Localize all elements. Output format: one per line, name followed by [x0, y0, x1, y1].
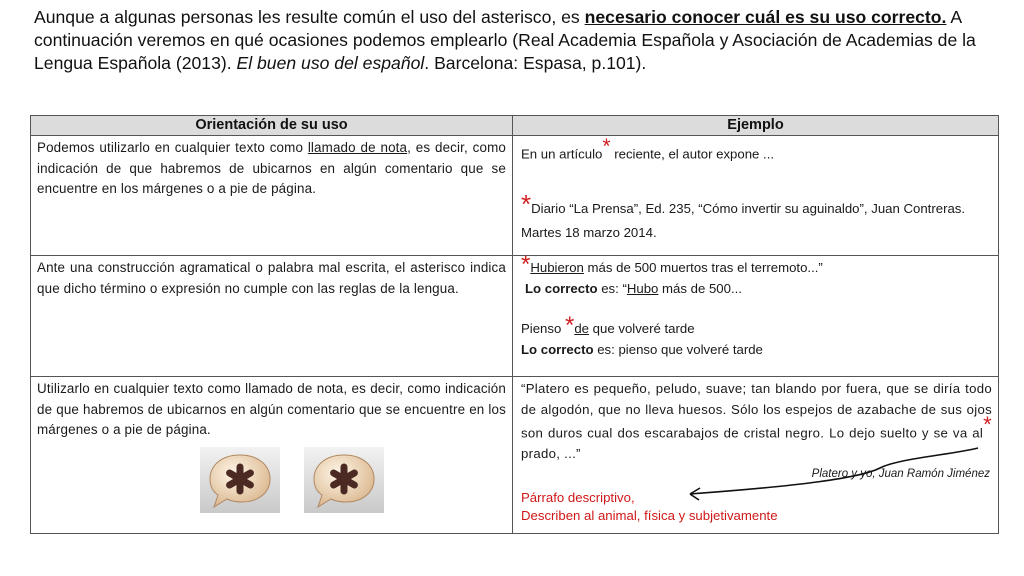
table-header-row [31, 116, 999, 136]
row1-footnote: *Diario “La Prensa”, Ed. 235, “Cómo invertir su aguinaldo”, Juan Contreras. Martes 18 marzo 2014. [521, 188, 966, 240]
table-row [31, 136, 999, 256]
asterisk-usage-table [30, 115, 999, 534]
footnote-description: Párrafo descriptivo, Describen al animal, física y subjetivamente [521, 489, 778, 523]
table-row [31, 377, 999, 534]
asterisk-icon: * [521, 251, 531, 278]
asterisk-speech-bubble-icon [200, 447, 280, 513]
row2-wrong-example-1: *Hubieron más de 500 muertos tras el terremoto...” [521, 251, 823, 278]
row2-correct-example-2: Lo correcto es: pienso que volveré tarde [521, 341, 763, 357]
intro-paragraph [34, 6, 984, 75]
header-orientation: Orientación de su uso [31, 116, 513, 136]
asterisk-speech-bubble-icon [304, 447, 384, 513]
intro-text-2: A continuación veremos en qué ocasiones podemos emplearlo (Real Academia Española y Asociación de Academias de la Lengua Española (2013). [34, 7, 976, 73]
intro-emphasis: necesario conocer cuál es su uso correcto. [584, 7, 947, 27]
asterisk-icon: * [565, 312, 575, 339]
quote-citation: Platero y yo, Juan Ramón Jiménez [811, 468, 990, 481]
icons-row [37, 441, 506, 511]
intro-text-3: . Barcelona: Espasa, p.101). [424, 53, 647, 73]
asterisk-icon: * [521, 188, 532, 219]
table-row [31, 256, 999, 377]
platero-quote: “Platero es pequeño, peludo, suave; tan blando por fuera, que se diría todo de algodón, que no lleva huesos. Sólo los espejos de azabache de sus ojos son duros cual dos escarabajos de cristal negro. Lo dejo suelto y se va al* prado, ...” [521, 381, 992, 461]
row3-orientation: Utilizarlo en cualquier texto como llamado de nota, es decir, como indicación de que habremos de ubicarnos en algún comentario que se encuentre en los márgenes o a pie de página. [31, 377, 513, 534]
row2-example [513, 251, 999, 377]
row3-example [513, 377, 999, 534]
header-example: Ejemplo [513, 116, 999, 136]
intro-text: Aunque a algunas personas les resulte común el uso del asterisco, es [34, 7, 585, 27]
row1-orientation: Podemos utilizarlo en cualquier texto como llamado de nota, es decir, como indicación de que habremos de ubicarnos en algún comentario que se encuentre en los márgenes o a pie de página. [31, 136, 513, 256]
row2-wrong-example-2: Pienso *de que volveré tarde [521, 312, 695, 339]
row2-orientation: Ante una construcción agramatical o palabra mal escrita, el asterisco indica que dicho término o expresión no cumple con las reglas de la lengua. [31, 256, 513, 377]
asterisk-icon: * [983, 412, 992, 437]
book-title: El buen uso del español [236, 53, 425, 73]
row1-example-sentence: En un artículo* reciente, el autor expone ... [521, 135, 775, 162]
row1-example [513, 136, 999, 256]
row2-correct-example-1: Lo correcto es: “Hubo más de 500... [525, 280, 742, 296]
asterisk-icon: * [602, 135, 611, 158]
